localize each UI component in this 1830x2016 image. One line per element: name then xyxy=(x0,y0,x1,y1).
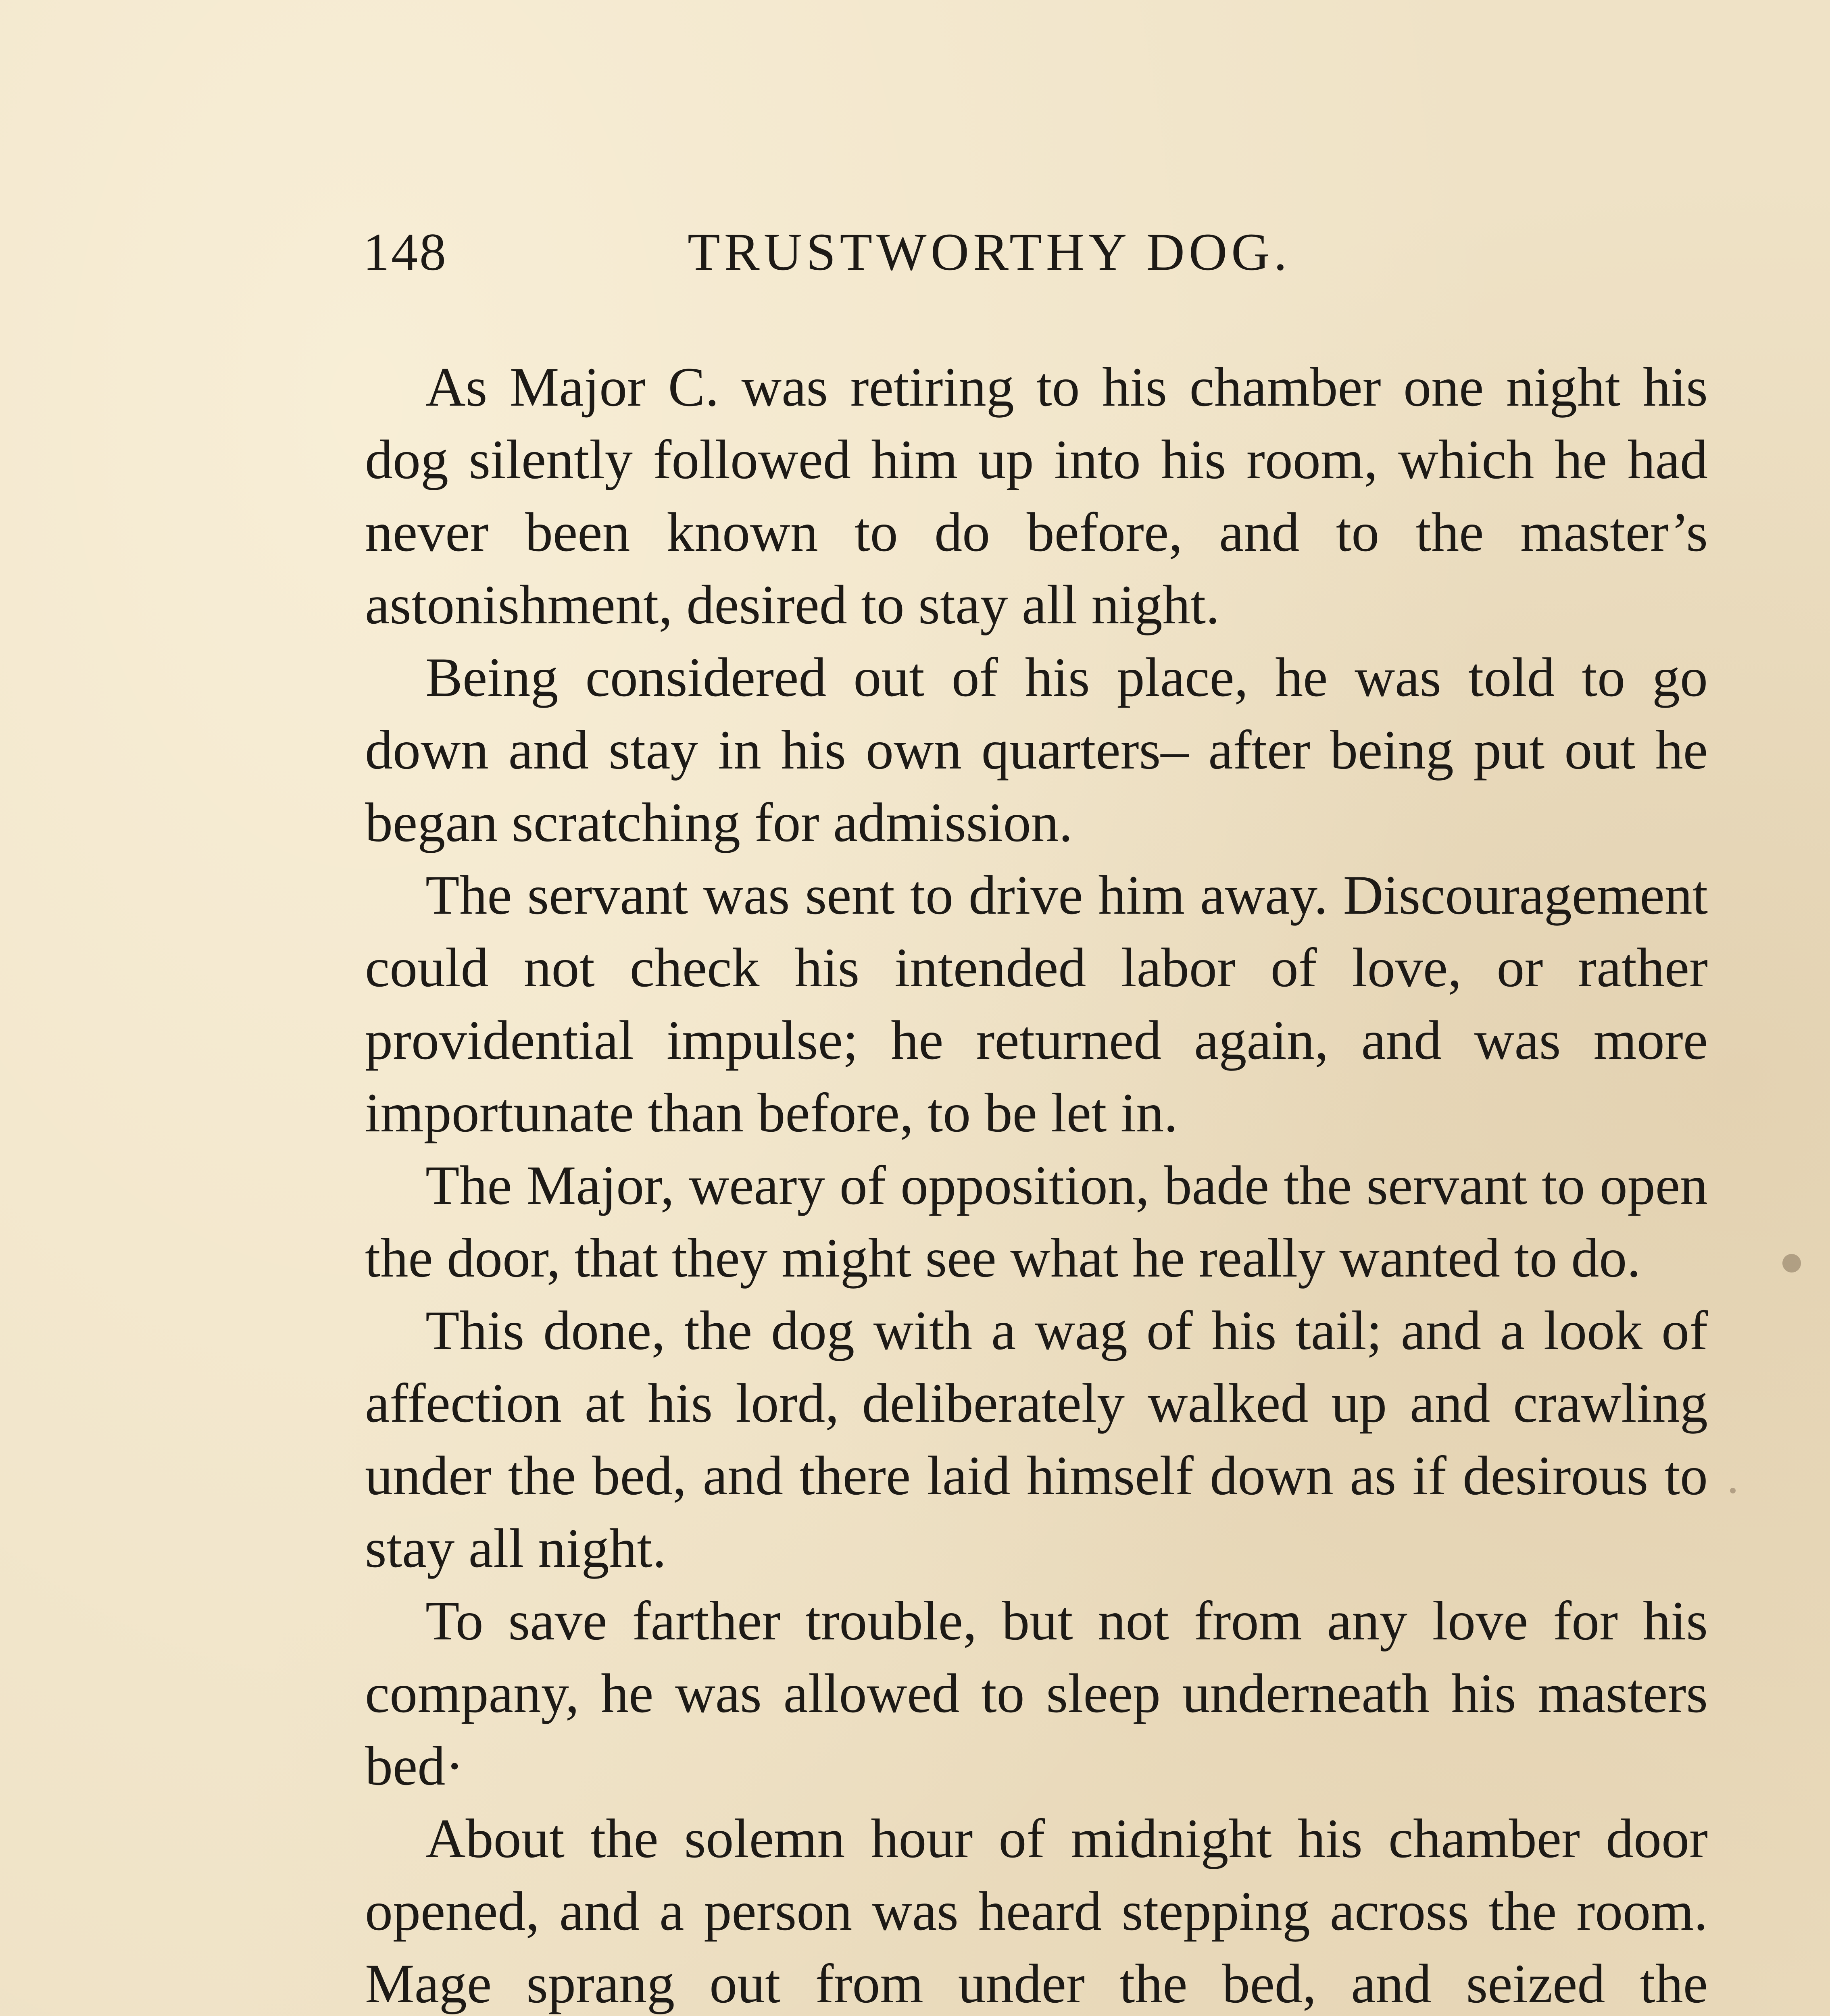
paragraph-1: As Major C. was retiring to his chamber one night his dog silently followed him up into his room, which he had never been known to do before, and to the master’s astonishment, desired to stay all night. xyxy=(365,356,1708,635)
paper-speck xyxy=(1782,1254,1801,1272)
paragraph-4: The Major, weary of opposition, bade the servant to open the door, that they might see what he really wanted to do. xyxy=(365,1154,1708,1289)
paragraph-7: About the solemn hour of midnight his chamber door opened, and a person was heard stepping across the room. Mage sprang out from under the bed, and seized the xyxy=(365,1808,1708,2014)
chapter-title: TRUSTWORTHY DOG. xyxy=(688,222,1291,281)
paper-speck xyxy=(1730,1488,1736,1493)
body-text xyxy=(365,351,1708,2016)
running-head xyxy=(363,220,1722,284)
paragraph-5: This done, the dog with a wag of his tail; and a look of affection at his lord, deliberately walked up and crawling under the bed, and there laid himself down as if desirous to stay all night. xyxy=(365,1300,1708,1579)
paragraph-3: The servant was sent to drive him away. Discouragement could not check his intended labor of love, or rather providential impulse; he returned again, and was more importunate than before, to be let in. xyxy=(365,864,1708,1143)
paragraph-2: Being considered out of his place, he was told to go down and stay in his own quarters– after being put out he began scratching for admission. xyxy=(365,646,1708,853)
page-number: 148 xyxy=(363,222,448,281)
paragraph-6: To save farther trouble, but not from any love for his company, he was allowed to sleep underneath his masters bed· xyxy=(365,1590,1708,1797)
